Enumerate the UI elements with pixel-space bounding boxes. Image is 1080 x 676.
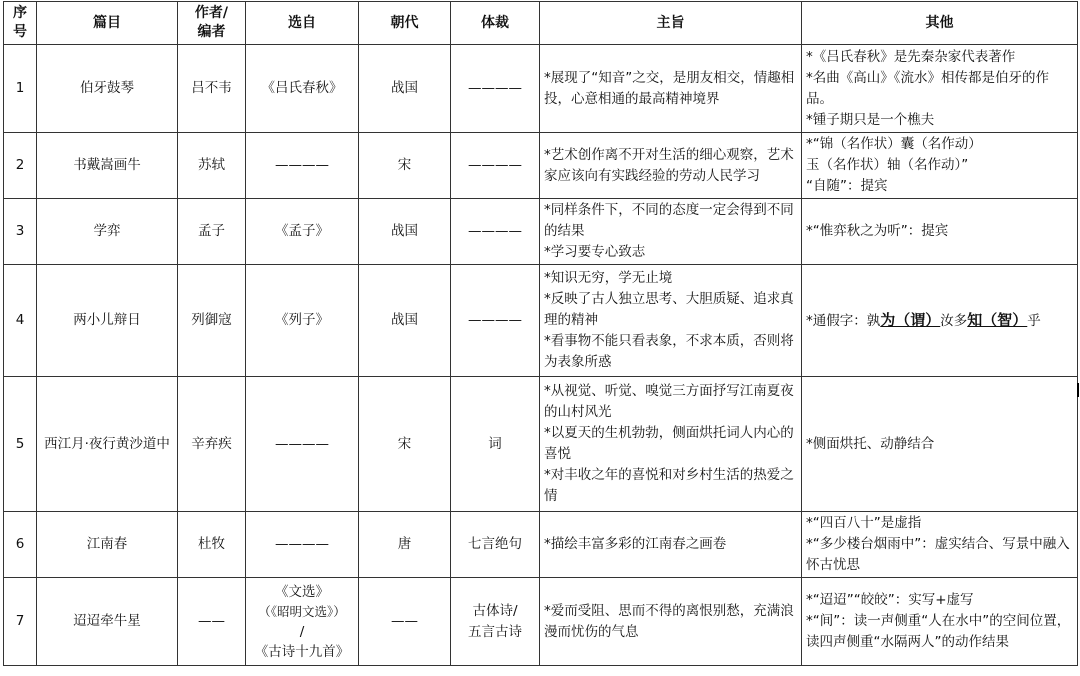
row-number: 1 [4, 45, 37, 133]
row-number: 3 [4, 199, 37, 265]
row-genre [451, 133, 540, 199]
other-text: *通假字：孰 [806, 312, 881, 329]
literature-summary-table [3, 1, 1078, 666]
row-theme [540, 45, 802, 133]
header-author: 作者/编者 [178, 2, 246, 45]
row-dynasty: 宋 [359, 133, 451, 199]
table-row [4, 578, 1078, 666]
genre-line: ———— [468, 157, 522, 173]
header-title: 篇目 [37, 2, 178, 45]
genre-line: 七言绝句 [468, 536, 522, 552]
other-line: *“间”：读一声侧重“人在水中”的空间位置，读四声侧重“水隔两人”的动作结果 [806, 613, 1071, 650]
other-line: *“惟弈秋之为听”：提宾 [806, 223, 949, 239]
source-line: 《列子》 [275, 312, 329, 328]
other-line: 玉（名作状）轴（名作动）” [806, 157, 969, 173]
theme-line: *爱而受阻、思而不得的离恨别愁，充满浪漫而忧伤的气息 [544, 602, 794, 640]
theme-line: *同样条件下，不同的态度一定会得到不同的结果 [544, 202, 794, 239]
genre-line: ———— [468, 223, 522, 239]
other-line: *侧面烘托、动静结合 [806, 435, 935, 452]
other-line: “自随”：提宾 [806, 178, 888, 194]
row-dynasty: 宋 [359, 377, 451, 512]
row-theme [540, 199, 802, 265]
row-theme [540, 133, 802, 199]
row-genre [451, 45, 540, 133]
header-row [4, 2, 1078, 45]
other-line: *“迢迢”“皎皎”：实写+虚写 [806, 592, 974, 608]
row-other [802, 133, 1078, 199]
row-dynasty: 唐 [359, 512, 451, 578]
row-dynasty: 战国 [359, 199, 451, 265]
table-row [4, 377, 1078, 512]
row-title: 江南春 [37, 512, 178, 578]
genre-line: ———— [468, 312, 522, 328]
row-author: 杜牧 [178, 512, 246, 578]
header-genre: 体裁 [451, 2, 540, 45]
table-row [4, 45, 1078, 133]
other-line: *锺子期只是一个樵夫 [806, 111, 935, 128]
row-other [802, 45, 1078, 133]
header-dynasty: 朝代 [359, 2, 451, 45]
row-number: 4 [4, 265, 37, 377]
header-number: 序号 [4, 2, 37, 45]
row-source [246, 133, 359, 199]
row-dynasty: 战国 [359, 265, 451, 377]
row-genre [451, 377, 540, 512]
row-number: 6 [4, 512, 37, 578]
genre-line: 词 [488, 435, 502, 452]
source-line: 《文选》 [275, 583, 329, 600]
row-title: 书戴嵩画牛 [37, 133, 178, 199]
other-line: *“多少楼台烟雨中”：虚实结合、写景中融入怀古忧思 [806, 536, 1070, 573]
row-genre [451, 512, 540, 578]
theme-line: *反映了古人独立思考、大胆质疑、追求真理的精神 [544, 291, 794, 328]
row-title: 两小儿辩日 [37, 265, 178, 377]
row-author: 苏轼 [178, 133, 246, 199]
table-row [4, 199, 1078, 265]
row-author: —— [178, 578, 246, 666]
row-source [246, 578, 359, 666]
row-title: 迢迢牵牛星 [37, 578, 178, 666]
table-row [4, 512, 1078, 578]
row-number: 7 [4, 578, 37, 666]
row-other [802, 578, 1078, 666]
row-author: 辛弃疾 [178, 377, 246, 512]
genre-line: ———— [468, 80, 522, 96]
table-row [4, 265, 1078, 377]
theme-line: *知识无穷，学无止境 [544, 270, 673, 286]
row-source [246, 377, 359, 512]
row-source [246, 45, 359, 133]
row-title: 伯牙鼓琴 [37, 45, 178, 133]
other-line: *名曲《高山》《流水》相传都是伯牙的作品。 [806, 69, 1049, 107]
other-text: 乎 [1027, 312, 1041, 329]
source-line: （《昭明文选》） [258, 603, 346, 619]
row-author: 吕不韦 [178, 45, 246, 133]
source-line: 《吕氏春秋》 [261, 80, 343, 96]
other-emphasis: 知（智） [967, 310, 1028, 329]
theme-line: *艺术创作离不开对生活的细心观察，艺术家应该向有实践经验的劳动人民学习 [544, 146, 794, 184]
header-other: 其他 [802, 2, 1078, 45]
row-other [802, 265, 1078, 377]
header-source: 选自 [246, 2, 359, 45]
other-emphasis: 为（谓） [880, 310, 941, 329]
row-dynasty: —— [359, 578, 451, 666]
row-title: 学弈 [37, 199, 178, 265]
genre-line: 五言古诗 [468, 623, 522, 640]
text-cursor-mark [1077, 383, 1079, 397]
row-theme [540, 265, 802, 377]
row-genre [451, 578, 540, 666]
other-line: *“锦（名作状）囊（名作动） [806, 136, 982, 152]
row-source [246, 512, 359, 578]
theme-line: *描绘丰富多彩的江南春之画卷 [544, 536, 727, 552]
row-author: 列御寇 [178, 265, 246, 377]
row-genre [451, 265, 540, 377]
theme-line: *从视觉、听觉、嗅觉三方面抒写江南夏夜的山村风光 [544, 383, 794, 420]
source-line: 《孟子》 [275, 223, 329, 239]
theme-line: *学习要专心致志 [544, 244, 646, 260]
other-line: *《吕氏春秋》是先秦杂家代表著作 [806, 48, 1016, 65]
source-line: ———— [275, 536, 329, 552]
theme-line: *以夏天的生机勃勃，侧面烘托词人内心的喜悦 [544, 425, 794, 462]
row-source [246, 199, 359, 265]
row-source [246, 265, 359, 377]
row-other [802, 377, 1078, 512]
header-theme: 主旨 [540, 2, 802, 45]
source-line: / [299, 623, 305, 640]
genre-line: 古体诗/ [472, 602, 518, 619]
other-text: 汝多 [940, 312, 968, 329]
source-line: 《古诗十九首》 [254, 643, 350, 660]
source-line: ———— [275, 435, 329, 452]
row-title: 西江月·夜行黄沙道中 [37, 377, 178, 512]
row-dynasty: 战国 [359, 45, 451, 133]
row-other [802, 199, 1078, 265]
table-row [4, 133, 1078, 199]
row-other [802, 512, 1078, 578]
theme-line: *对丰收之年的喜悦和对乡村生活的热爱之情 [544, 467, 794, 504]
source-line: ———— [275, 157, 329, 173]
other-line: *“四百八十”是虚指 [806, 515, 922, 531]
row-theme [540, 578, 802, 666]
theme-line: *看事物不能只看表象，不求本质，否则将为表象所惑 [544, 333, 794, 370]
row-author: 孟子 [178, 199, 246, 265]
row-number: 5 [4, 377, 37, 512]
theme-line: *展现了“知音”之交，是朋友相交，情趣相投，心意相通的最高精神境界 [544, 69, 795, 107]
row-theme [540, 377, 802, 512]
row-genre [451, 199, 540, 265]
row-theme [540, 512, 802, 578]
row-number: 2 [4, 133, 37, 199]
